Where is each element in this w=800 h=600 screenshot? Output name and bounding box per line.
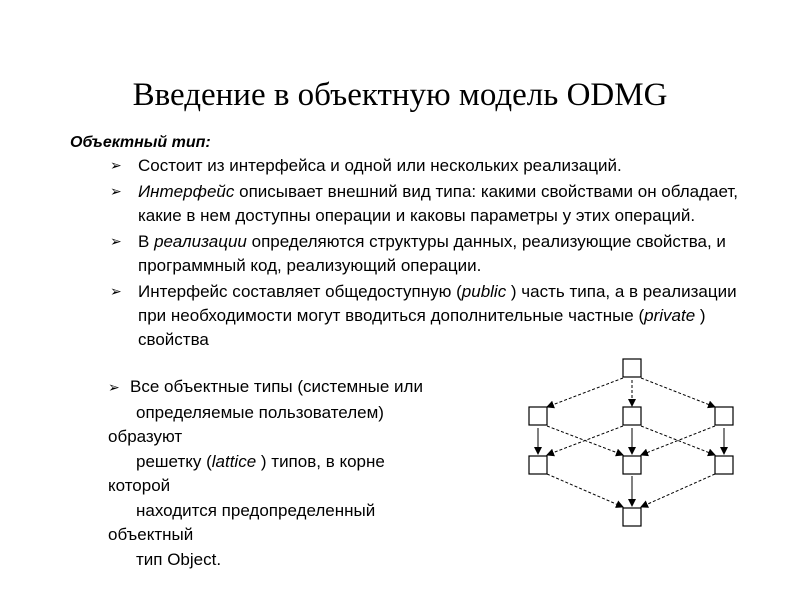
bullet-text: ) типов, в корне: [256, 451, 385, 471]
bullet-item: [110, 230, 750, 278]
bullet-emphasis: Интерфейс: [138, 182, 235, 201]
bullet-emphasis: lattice: [211, 451, 257, 471]
bullet-item: [110, 180, 750, 228]
bullet-text: ) свойства: [138, 306, 706, 349]
arrowhead-bullet-icon: ➢: [110, 234, 122, 250]
bullet-emphasis: public: [461, 282, 507, 301]
bullet-text: определяемые пользователем): [136, 402, 384, 422]
lattice-node-root: [623, 359, 641, 377]
lattice-node: [715, 407, 733, 425]
lattice-node: [623, 407, 641, 425]
bullet-text: решетку (: [136, 451, 212, 471]
bullet-text: находится предопределенный: [136, 500, 376, 520]
lattice-edge: [641, 378, 715, 407]
last-bullet: [108, 375, 508, 572]
bullet-text: описывает внешний вид типа: какими свойствами он обладает, какие в нем доступны операции и каковы параметры у этих операций.: [138, 182, 738, 225]
bullet-text: Состоит из интерфейса и одной или нескольких реализаций.: [138, 156, 622, 175]
bullet-list: [110, 154, 750, 354]
bullet-text: образуют: [108, 427, 183, 446]
lattice-edge: [641, 474, 715, 507]
lattice-edge: [547, 474, 623, 507]
arrowhead-bullet-icon: ➢: [110, 284, 122, 300]
type-lattice-diagram: [510, 350, 760, 535]
lattice-node: [529, 456, 547, 474]
bullet-item: [110, 280, 750, 352]
arrowhead-bullet-icon: ➢: [110, 184, 122, 200]
bullet-text: ) часть типа, а в реализации при необходимости могут вводиться дополнительные частные (: [138, 282, 737, 325]
bullet-text: Интерфейс составляет общедоступную (: [138, 282, 462, 301]
lattice-node: [623, 456, 641, 474]
slide-title: Введение в объектную модель ODMG: [132, 77, 668, 113]
bullet-text: объектный: [108, 525, 194, 544]
lattice-node: [529, 407, 547, 425]
bullet-text: Все объектные типы (системные или: [130, 377, 423, 396]
lattice-node-object: [623, 508, 641, 526]
bullet-emphasis: private: [644, 306, 696, 325]
bullet-text: В: [138, 232, 155, 251]
arrowhead-bullet-icon: ➢: [110, 158, 122, 174]
lattice-edge: [547, 378, 623, 407]
bullet-text: определяются структуры данных, реализующие свойства, и программный код, реализующий операции.: [138, 232, 726, 275]
bullet-item: [110, 154, 750, 178]
subheading: Объектный тип:: [70, 134, 211, 151]
lattice-node: [715, 456, 733, 474]
bullet-text: тип Object.: [136, 549, 222, 569]
bullet-text: которой: [108, 476, 171, 495]
bullet-emphasis: реализации: [154, 232, 247, 251]
arrowhead-bullet-icon: ➢: [108, 380, 120, 396]
